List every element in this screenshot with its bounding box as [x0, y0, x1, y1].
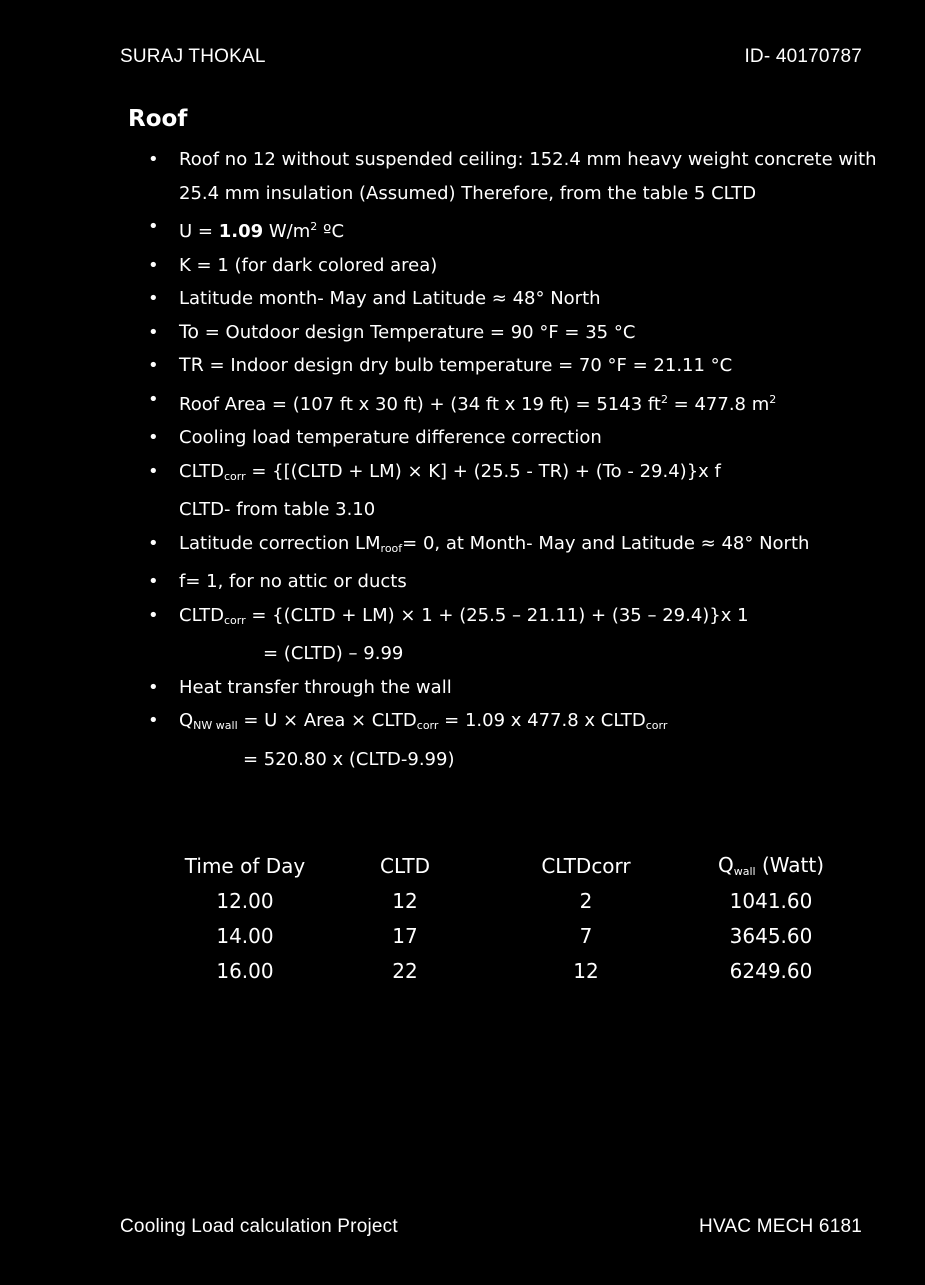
unit-text: W/m: [263, 221, 311, 242]
bullet-list: [140, 143, 910, 776]
bullet-heat-transfer: [140, 671, 910, 705]
bullet-cltd-substituted: [140, 599, 910, 638]
results-table: [150, 848, 840, 988]
bullet-q-formula: [140, 704, 910, 743]
bullet-text: U =: [179, 221, 219, 242]
bullet-latitude: [140, 282, 910, 316]
bullet-text: CLTD: [179, 604, 224, 626]
cell-cltdcorr: 2: [579, 888, 593, 913]
footer-course: HVAC MECH 6181: [699, 1216, 862, 1237]
footer-project: Cooling Load calculation Project: [120, 1216, 398, 1237]
bullet-text: = 477.8 m: [667, 393, 770, 415]
cell-cltdcorr: 12: [573, 958, 599, 983]
superscript: 2: [310, 220, 318, 233]
subscript: corr: [223, 613, 246, 627]
cell-time: 14.00: [216, 923, 274, 948]
subscript: corr: [223, 469, 246, 483]
bullet-text: Roof Area = (107 ft x 30 ft) + (34 ft x 19 ft) = 5143 ft: [179, 393, 661, 415]
bullet-text: = 1.09 x 477.8 x CLTD: [438, 710, 646, 731]
cell-cltd: 12: [392, 888, 418, 913]
cell-q: 1041.60: [729, 888, 813, 913]
cell-q: 6249.60: [729, 958, 813, 983]
bullet-text: Heat transfer through the wall: [179, 676, 452, 698]
col-header-q: [702, 848, 840, 883]
col-header-cltd: CLTD: [380, 853, 430, 878]
unit-text: ºC: [317, 221, 345, 242]
bullet-text: = 0, at Month- May and Latitude ≈ 48° North: [402, 532, 810, 554]
subscript: corr: [645, 719, 668, 732]
bullet-continuation: [140, 177, 910, 211]
header-id: ID- 40170787: [744, 46, 862, 67]
section-title: Roof: [128, 106, 188, 132]
bullet-text: = Outdoor design Temperature = 90 °F = 35 °C: [199, 321, 636, 343]
symbol: TR: [179, 354, 204, 376]
bullet-roof-area: [140, 383, 910, 422]
bullet-text: = 520.80 x (CLTD-9.99): [243, 748, 455, 770]
bullet-text: = (CLTD) – 9.99: [263, 643, 404, 664]
col-header-cltdcorr: CLTDcorr: [541, 853, 631, 878]
bullet-text: Cooling load temperature difference correction: [179, 427, 602, 448]
bullet-continuation: [140, 637, 910, 671]
bullet-roof-type: [140, 143, 910, 177]
symbol: To: [179, 320, 200, 343]
table-row: [150, 953, 840, 988]
cell-time: 16.00: [216, 958, 274, 983]
bullet-text: 25.4 mm insulation (Assumed) Therefore, from the table 5 CLTD: [179, 182, 757, 204]
bullet-text: = Indoor design dry bulb temperature = 70 °F = 21.11 °C: [203, 355, 733, 376]
cell-cltdcorr: 7: [579, 923, 593, 948]
bullet-text: = U × Area × CLTD: [237, 710, 417, 731]
u-value: 1.09: [218, 221, 264, 242]
bullet-indoor-temp: [140, 349, 910, 383]
bullet-k-value: [140, 249, 910, 283]
cell-time: 12.00: [216, 888, 274, 913]
q-symbol: Q: [717, 853, 734, 877]
header-author: SURAJ THOKAL: [120, 46, 266, 67]
bullet-continuation: [140, 743, 910, 777]
bullet-continuation: [140, 493, 910, 527]
bullet-cltd-correction: [140, 421, 910, 455]
bullet-text: Latitude correction LM: [179, 532, 381, 554]
bullet-text: = {(CLTD + LM) × 1 + (25.5 – 21.11) + (35 – 29.4)}x 1: [245, 604, 749, 626]
bullet-text: CLTD- from table 3.10: [179, 499, 376, 520]
subscript: corr: [416, 719, 439, 732]
table-row: [150, 918, 840, 953]
col-header-time: Time of Day: [184, 853, 306, 878]
bullet-text: Latitude month- May and Latitude ≈ 48° North: [179, 288, 601, 309]
bullet-outdoor-temp: [140, 316, 910, 350]
superscript: 2: [660, 392, 668, 406]
q-unit: (Watt): [755, 853, 824, 877]
bullet-f-factor: [140, 565, 910, 599]
bullet-text: = {[(CLTD + LM) × K] + (25.5 - TR) + (To - 29.4)}x f: [245, 460, 721, 482]
bullet-cltd-formula: [140, 455, 910, 494]
subscript: NW wall: [193, 719, 238, 732]
cell-cltd: 22: [392, 958, 418, 983]
bullet-u-value: [140, 210, 910, 249]
table-header-row: [150, 848, 840, 883]
bullet-latitude-correction: [140, 527, 910, 566]
cell-q: 3645.60: [729, 923, 813, 948]
subscript: wall: [733, 865, 756, 878]
bullet-text: Q: [179, 710, 194, 731]
bullet-text: K = 1 (for dark colored area): [179, 254, 438, 276]
superscript: 2: [769, 392, 777, 406]
bullet-text: f= 1, for no attic or ducts: [179, 571, 407, 592]
cell-cltd: 17: [392, 923, 418, 948]
bullet-text: Roof no 12 without suspended ceiling: 152.4 mm heavy weight concrete with: [179, 149, 877, 170]
bullet-text: CLTD: [179, 460, 224, 482]
subscript: roof: [380, 541, 403, 555]
table-row: [150, 883, 840, 918]
